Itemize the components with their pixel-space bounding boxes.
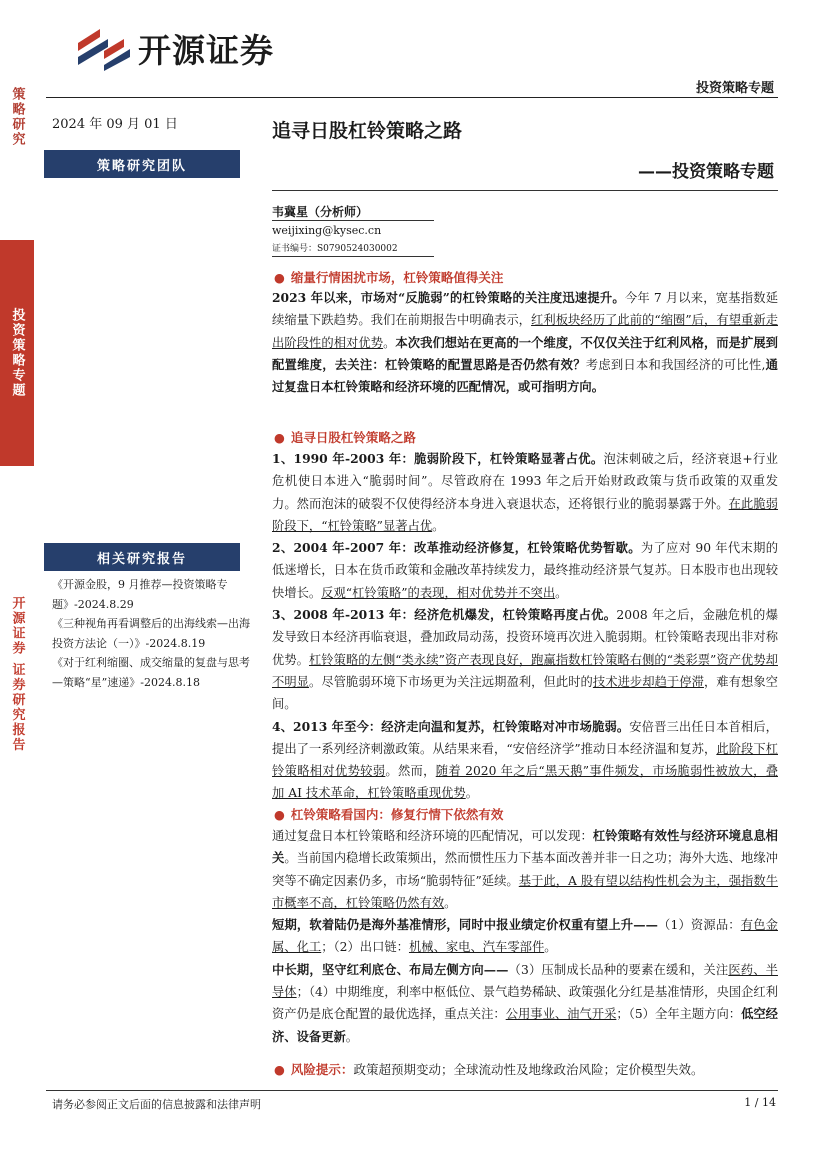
body-text: 。 [544,940,557,955]
risk-text: 政策超预期变动；全球流动性及地缘政治风险；定价模型失效。 [353,1062,704,1077]
body-text: 今年 7 月以来，宽基指数延续缩量下跌趋势。我们在前期报告中明确表示， [272,291,778,328]
body-text: 。 [465,786,479,801]
bold-text: 中长期，坚守红利底仓、布局左侧方向—— [272,961,509,977]
logo-mark-icon [74,25,132,71]
list-item [272,537,778,604]
header-divider [46,97,778,98]
underline-text: 基于此，A 股有望以结构性机会为主，强指数牛市概率不高，杠铃策略仍然有效 [272,873,779,910]
list-item [272,604,778,715]
section-body [272,825,778,1048]
report-date: 2024 年 09 月 01 日 [52,117,178,132]
bold-text: 4、2013 年至今：经济走向温和复苏，杠铃策略对冲市场脆弱。 [272,718,630,734]
risk-note [274,1060,703,1078]
related-list [52,575,252,692]
list-item [272,716,778,805]
page-title: 追寻日股杠铃策略之路 [272,120,463,142]
body-text: 。 [444,895,457,910]
body-text: 2008 年之后，金融危机的爆发导致日本经济再临衰退，叠加政局动荡，投资环境再次进入脆弱期。杠铃策略表现出非对称优势。 [272,608,778,667]
underline-text: 此阶段下杠铃策略相对优势较弱 [272,741,778,779]
body-text: （1）资源品： [657,918,741,933]
underline-text: 有色金属、化工 [272,918,778,955]
paragraph [272,959,778,1048]
paragraph [272,914,778,959]
underline-text: 在此脆弱阶段下，“杠铃策略”显著占优 [272,496,778,533]
bold-text: 2、2004 年-2007 年：改革推动经济修复，杠铃策略优势暂歇。 [272,540,641,556]
body-text: 。 [383,335,396,350]
report-category: 投资策略专题 [695,81,774,96]
logo-text: 开源证券 [138,30,274,70]
page-number: 1 / 14 [744,1096,776,1109]
underline-text: 红利板块经历了此前的“缩圈”后，有望重新走出阶段性的相对优势 [272,313,778,350]
section-body [272,448,778,805]
paragraph [272,825,778,914]
body-text: 。 [345,1029,359,1044]
analyst-name: 韦冀星（分析师） [272,205,369,219]
footer-disclaimer: 请务必参阅正文后面的信息披露和法律声明 [52,1098,261,1111]
related-item[interactable]: 《三种视角再看调整后的出海线索—出海投资方法论（一）》-2024.8.19 [52,617,250,650]
list-item [272,448,778,537]
underline-text: 杠铃策略的左侧“类永续”资产表现良好，跑赢指数杠铃策略右侧的“类彩票”资产优势却不明显 [272,652,778,689]
body-text: 。 [555,585,568,600]
body-text: 考虑到日本和我国经济的可比性, [585,357,766,372]
team-header: 策略研究团队 [44,150,240,178]
body-text: 通过复盘日本杠铃策略和经济环境的匹配情况，可以发现： [272,829,593,843]
body-text: ；（4）中期维度，利率中枢低位、景气趋势稀缺、政策强化分红是基准情形，央国企红利资产仍是底仓配置的最优选择，重点关注： [272,985,778,1022]
footer-divider [46,1090,778,1091]
bold-text: 杠铃策略有效性与经济环境息息相关 [272,828,778,866]
underline-text: 技术进步却趋于停滞 [592,674,704,689]
related-header: 相关研究报告 [44,543,240,571]
underline-text: 医药、半导体 [272,962,778,1000]
title-divider [272,190,778,191]
bold-text: 低空经济、设备更新 [272,1006,778,1044]
body-text: 。然而， [385,764,436,779]
section-heading: ● 杠铃策略看国内：修复行情下依然有效 [274,805,503,823]
section-heading: ● 缩量行情困扰市场，杠铃策略值得关注 [274,268,503,286]
related-item[interactable]: 《对于红利缩圈、成交缩量的复盘与思考—策略“星”速递》-2024.8.18 [52,656,250,689]
body-text: ；（2）出口链： [321,940,409,955]
bold-text: 2023 年以来，市场对“反脆弱”的杠铃策略的关注度迅速提升。 [272,290,625,305]
underline-text: 公用事业、油气开采 [505,1007,617,1022]
body-text: 安倍晋三出任日本首相后，提出了一系列经济刺激政策。从结果来看，“安倍经济学”推动日本经济温和复苏， [272,719,778,756]
underline-text: 机械、家电、汽车零部件 [408,940,545,955]
side-tab-company: 开源证券 证券研究报告 [9,595,25,753]
side-tab-strategy: 策略研究 [9,87,25,147]
analyst-email: weijixing@kysec.cn [272,224,382,237]
page-subtitle: ——投资策略专题 [638,162,774,182]
bold-text: 本次我们想站在更高的一个维度，不仅仅关注于红利风格，而是扩展到配置维度，去关注：杠铃策略的配置思路是否仍然有效？ [272,334,778,372]
bold-text: 1、1990 年-2003 年：脆弱阶段下，杠铃策略显著占优。 [272,451,604,466]
bold-text: 短期，软着陆仍是海外基准情形，同时中报业绩定价权重有望上升—— [272,917,658,933]
related-item[interactable]: 《开源金股，9 月推荐—投资策略专题》-2024.8.29 [52,578,228,611]
body-text: 泡沫刺破之后，经济衰退+行业危机使日本进入“脆弱时间”。尽管政府在 1993 年之后开始财政政策与货币政策的双重发力。然而泡沫的破裂不仅使得经济本身进入衰退状态，还将银行业的脆弱暴露于外。 [272,452,778,511]
body-text: （3）压制成长品种的要素在缓和，关注 [508,962,729,977]
body-text: 。 [432,518,445,533]
bold-text: 3、2008 年-2013 年：经济危机爆发，杠铃策略再度占优。 [272,607,617,623]
side-tab-topic: 投资策略专题 [0,240,34,466]
body-text: 。当前国内稳增长政策频出，然而惯性压力下基本面改善并非一日之功；海外大选、地缘冲突等不确定因素仍多，市场“脆弱特征”延续。 [272,851,778,888]
analyst-divider [272,220,434,221]
bold-text: 通过复盘日本杠铃策略和经济环境的匹配情况，或可指明方向。 [272,356,778,395]
company-logo [74,24,274,72]
analyst-divider-bottom [272,256,434,257]
analyst-cert: 证书编号：S0790524030002 [272,244,398,254]
body-text: ；（5）全年主题方向： [616,1007,742,1022]
body-text: ，难有想象空间。 [272,674,778,712]
underline-text: 反观“杠铃策略”的表现，相对优势并不突出 [321,585,556,600]
body-text: 。尽管脆弱环境下市场更为关注远期盈利，但此时的 [309,674,593,689]
section-heading: ● 追寻日股杠铃策略之路 [274,428,416,446]
underline-text: 随着 2020 年之后“黑天鹅”事件频发，市场脆弱性被放大，叠加 AI 技术革命，杠铃策略重现优势 [272,764,778,801]
risk-label: 风险提示： [290,1062,354,1077]
section-body [272,287,778,398]
body-text: 为了应对 90 年代末期的低迷增长，日本在货币政策和金融改革持续发力，最终推动经济景气复苏。日本股市也出现较快增长。 [272,541,778,600]
